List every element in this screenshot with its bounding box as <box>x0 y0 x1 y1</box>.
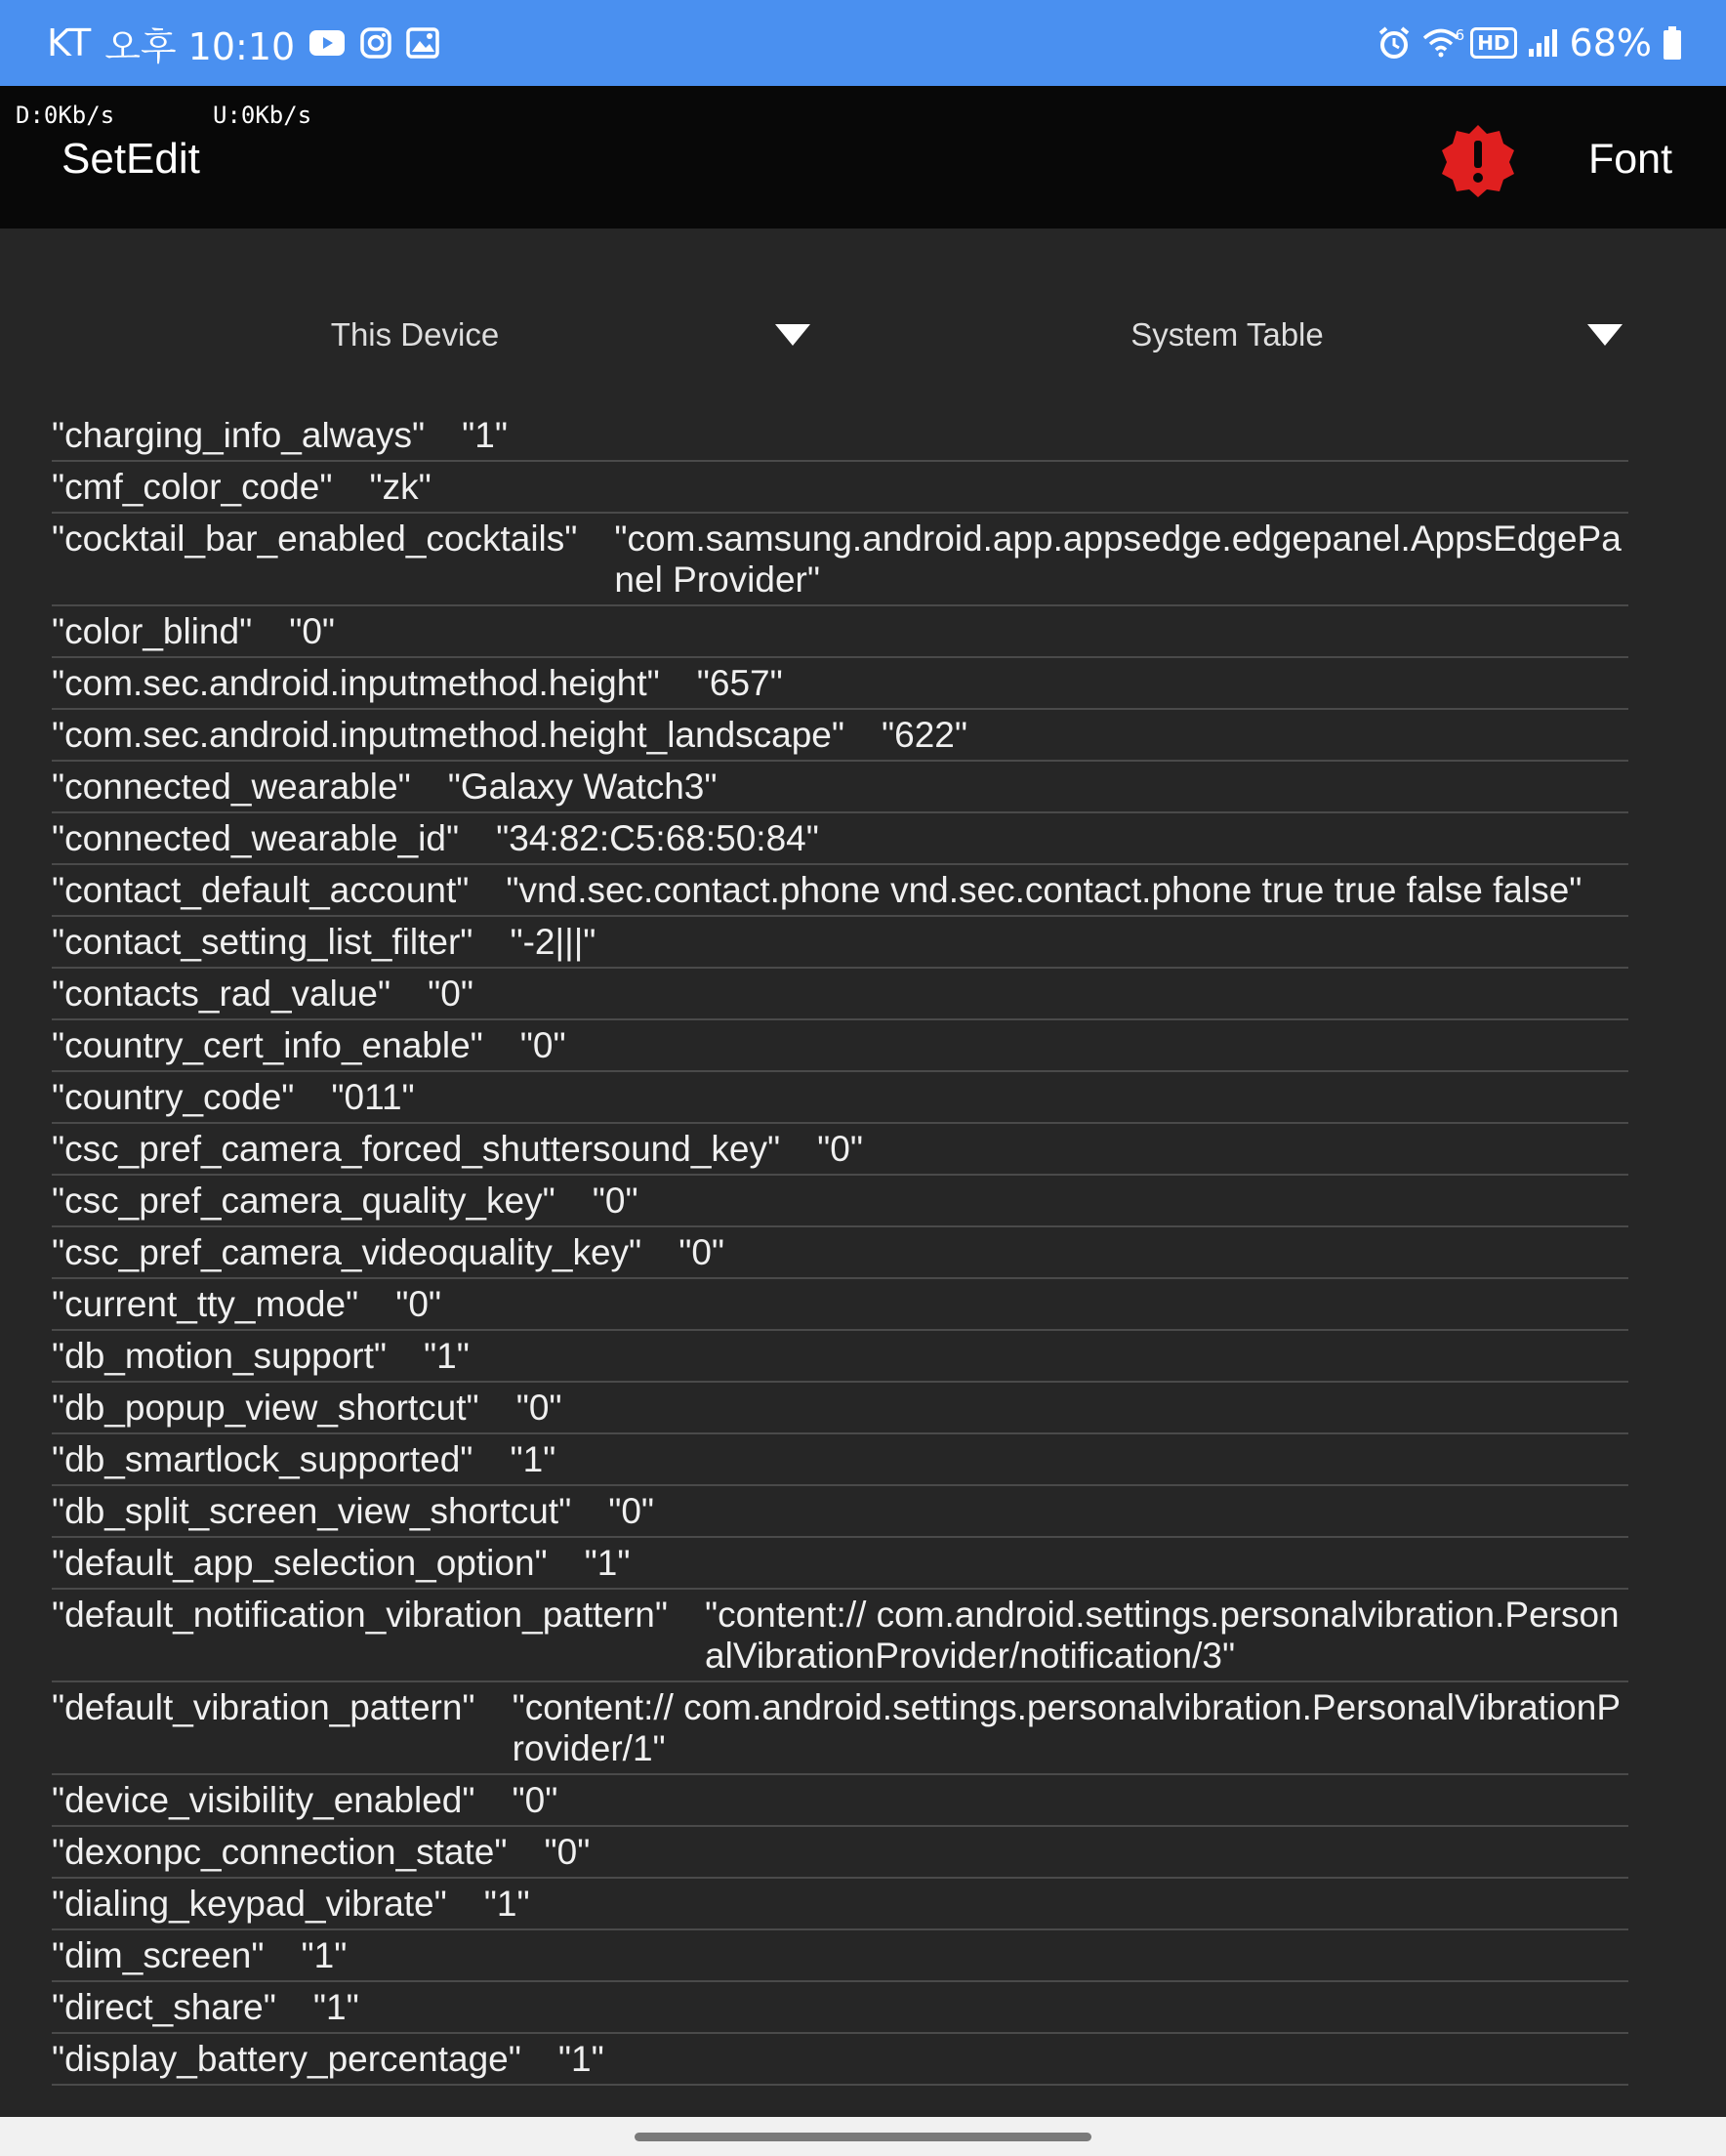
setting-key: "contacts_rad_value" <box>52 974 391 1014</box>
setting-row[interactable] <box>0 1331 1726 1383</box>
setting-value: "1" <box>557 2039 604 2079</box>
clock: 오후 10:10 <box>104 24 296 68</box>
setting-value: "1" <box>312 1987 359 2027</box>
setting-value: "1" <box>424 1336 470 1376</box>
setting-value: "622" <box>882 715 968 755</box>
setting-key: "contact_default_account" <box>52 870 470 910</box>
setting-row[interactable] <box>0 1879 1726 1930</box>
setting-row-content <box>52 462 1628 514</box>
setting-row[interactable] <box>0 1020 1726 1072</box>
setting-value: "0" <box>608 1491 655 1531</box>
setting-value: "0" <box>544 1832 591 1872</box>
setting-value: "0" <box>395 1284 442 1324</box>
youtube-icon <box>308 28 346 58</box>
setting-row[interactable] <box>0 762 1726 813</box>
setting-row-content <box>52 514 1628 606</box>
setting-row[interactable] <box>0 1775 1726 1827</box>
setting-row[interactable] <box>0 606 1726 658</box>
battery-percent: 68% <box>1569 21 1652 64</box>
setting-key: "default_vibration_pattern" <box>52 1687 475 1727</box>
setting-value: "content:// com.android.settings.personalvibration.PersonalVibrationProvider/notification/3" <box>705 1595 1620 1676</box>
setting-key: "dim_screen" <box>52 1935 265 1975</box>
setting-row-content <box>52 1590 1628 1682</box>
setting-value: "1" <box>584 1543 631 1583</box>
status-left <box>47 0 439 86</box>
setting-key: "csc_pref_camera_videoquality_key" <box>52 1232 642 1272</box>
setting-value: "657" <box>696 663 783 703</box>
setting-key: "db_smartlock_supported" <box>52 1439 473 1479</box>
carrier-label: KT <box>47 21 92 64</box>
app-title: SetEdit <box>62 135 200 183</box>
alert-badge-icon[interactable] <box>1439 121 1517 199</box>
setting-row-content <box>52 762 1628 813</box>
alarm-icon <box>1377 25 1412 61</box>
setting-row-content <box>52 1982 1628 2034</box>
signal-icon <box>1527 27 1560 59</box>
setting-row[interactable] <box>0 865 1726 917</box>
setting-row[interactable] <box>0 1827 1726 1879</box>
setting-row-content <box>52 1227 1628 1279</box>
setting-row[interactable] <box>0 917 1726 969</box>
setting-value: "0" <box>678 1232 725 1272</box>
setting-value: "0" <box>428 974 474 1014</box>
setting-key: "dexonpc_connection_state" <box>52 1832 508 1872</box>
setting-row-content <box>52 1279 1628 1331</box>
setting-value: "com.samsung.android.app.appsedge.edgepanel.AppsEdgePanel Provider" <box>614 518 1622 600</box>
setting-key: "db_popup_view_shortcut" <box>52 1388 479 1428</box>
setting-key: "current_tty_mode" <box>52 1284 359 1324</box>
setting-key: "default_app_selection_option" <box>52 1543 548 1583</box>
wifi-icon <box>1421 26 1465 60</box>
setting-row[interactable] <box>0 1124 1726 1176</box>
setting-value: "34:82:C5:68:50:84" <box>496 818 819 858</box>
setting-row-content <box>52 1383 1628 1434</box>
setting-row[interactable] <box>0 1434 1726 1486</box>
setting-value: "content:// com.android.settings.personalvibration.PersonalVibrationProvider/1" <box>512 1687 1621 1768</box>
setting-row-content <box>52 1827 1628 1879</box>
setting-row-content <box>52 1331 1628 1383</box>
setting-row[interactable] <box>0 422 1726 462</box>
setting-row[interactable] <box>0 1227 1726 1279</box>
setting-row[interactable] <box>0 514 1726 606</box>
setting-value: "0" <box>592 1181 638 1221</box>
setting-row-content <box>52 1538 1628 1590</box>
status-bar <box>0 0 1726 86</box>
setting-key: "country_cert_info_enable" <box>52 1025 483 1065</box>
setting-row-content <box>52 1930 1628 1982</box>
setting-value: "vnd.sec.contact.phone vnd.sec.contact.phone true true false false" <box>506 870 1582 910</box>
setting-row[interactable] <box>0 1538 1726 1590</box>
table-selector[interactable] <box>867 293 1630 377</box>
setting-row[interactable] <box>0 1682 1726 1775</box>
setting-row-content <box>52 865 1628 917</box>
setting-key: "dialing_keypad_vibrate" <box>52 1884 447 1924</box>
dropdown-arrow-icon <box>775 324 810 346</box>
battery-icon <box>1662 25 1683 61</box>
hd-label: HD <box>1477 31 1510 55</box>
setting-row-content <box>52 1434 1628 1486</box>
setting-key: "display_battery_percentage" <box>52 2039 521 2079</box>
setting-key: "cmf_color_code" <box>52 467 333 507</box>
setting-value: "1" <box>483 1884 530 1924</box>
setting-key: "color_blind" <box>52 611 253 651</box>
setting-row-content <box>52 1020 1628 1072</box>
setting-row-content <box>52 1176 1628 1227</box>
setting-row-content <box>52 969 1628 1020</box>
setting-row[interactable] <box>0 2034 1726 2086</box>
setting-value: "1" <box>462 422 508 455</box>
device-selector-label: This Device <box>330 316 500 352</box>
dropdown-arrow-icon <box>1587 324 1623 346</box>
setting-key: "com.sec.android.inputmethod.height_landscape" <box>52 715 845 755</box>
setting-row-content <box>52 422 1628 462</box>
setting-value: "0" <box>515 1388 562 1428</box>
setting-row-content <box>52 917 1628 969</box>
setting-row[interactable] <box>0 969 1726 1020</box>
setting-value: "1" <box>301 1935 348 1975</box>
setting-row[interactable] <box>0 1486 1726 1538</box>
setting-row[interactable] <box>0 1590 1726 1682</box>
setting-row[interactable] <box>0 710 1726 762</box>
setting-value: "zk" <box>369 467 432 507</box>
setting-row[interactable] <box>0 1383 1726 1434</box>
setting-key: "cocktail_bar_enabled_cocktails" <box>52 518 578 559</box>
setting-key: "connected_wearable" <box>52 767 411 807</box>
setting-row[interactable] <box>0 1072 1726 1124</box>
device-selector[interactable] <box>55 293 818 377</box>
setting-key: "connected_wearable_id" <box>52 818 460 858</box>
setting-value: "0" <box>512 1780 558 1820</box>
setting-value: "-2|||" <box>510 922 596 962</box>
setting-key: "direct_share" <box>52 1987 276 2027</box>
setting-key: "default_notification_vibration_pattern" <box>52 1595 669 1635</box>
setting-row-content <box>52 1775 1628 1827</box>
settings-list-viewport[interactable] <box>0 422 1726 2117</box>
setting-row[interactable] <box>0 1930 1726 1982</box>
app-bar <box>0 86 1726 228</box>
setting-row-content <box>52 710 1628 762</box>
upload-speed: U:0Kb/s <box>213 102 312 129</box>
setting-key: "db_motion_support" <box>52 1336 388 1376</box>
setting-key: "csc_pref_camera_forced_shuttersound_key" <box>52 1129 781 1169</box>
setting-key: "com.sec.android.inputmethod.height" <box>52 663 660 703</box>
setting-row[interactable] <box>0 1176 1726 1227</box>
setting-key: "device_visibility_enabled" <box>52 1780 475 1820</box>
setting-row[interactable] <box>0 658 1726 710</box>
home-gesture-handle[interactable] <box>635 2133 1091 2141</box>
setting-key: "csc_pref_camera_quality_key" <box>52 1181 555 1221</box>
setting-row-content <box>52 1682 1628 1775</box>
navigation-bar <box>0 2117 1726 2156</box>
download-speed: D:0Kb/s <box>16 102 115 129</box>
hd-icon <box>1470 27 1516 59</box>
setting-value: "011" <box>331 1077 415 1117</box>
status-right <box>1377 0 1683 86</box>
setting-row-content <box>52 658 1628 710</box>
setting-key: "charging_info_always" <box>52 422 426 455</box>
instagram-icon <box>359 26 392 60</box>
setting-row-content <box>52 1072 1628 1124</box>
setting-row-content <box>52 813 1628 865</box>
setting-key: "country_code" <box>52 1077 295 1117</box>
setting-row-content <box>52 2034 1628 2086</box>
setting-value: "1" <box>510 1439 556 1479</box>
setting-row[interactable] <box>0 813 1726 865</box>
gallery-icon <box>406 27 439 59</box>
setting-row[interactable] <box>0 1982 1726 2034</box>
wifi-6-label: 6 <box>1455 26 1465 44</box>
setting-row-content <box>52 1486 1628 1538</box>
setting-value: "0" <box>289 611 336 651</box>
setting-key: "contact_setting_list_filter" <box>52 922 473 962</box>
font-button[interactable]: Font <box>1587 135 1673 183</box>
setting-key: "db_split_screen_view_shortcut" <box>52 1491 572 1531</box>
setting-value: "0" <box>817 1129 863 1169</box>
setting-value: "Galaxy Watch3" <box>447 767 718 807</box>
setting-row-content <box>52 606 1628 658</box>
setting-row[interactable] <box>0 462 1726 514</box>
settings-list <box>0 422 1726 2086</box>
setting-value: "0" <box>519 1025 566 1065</box>
setting-row-content <box>52 1124 1628 1176</box>
setting-row-content <box>52 1879 1628 1930</box>
setting-row[interactable] <box>0 1279 1726 1331</box>
table-selector-label: System Table <box>1130 316 1324 352</box>
